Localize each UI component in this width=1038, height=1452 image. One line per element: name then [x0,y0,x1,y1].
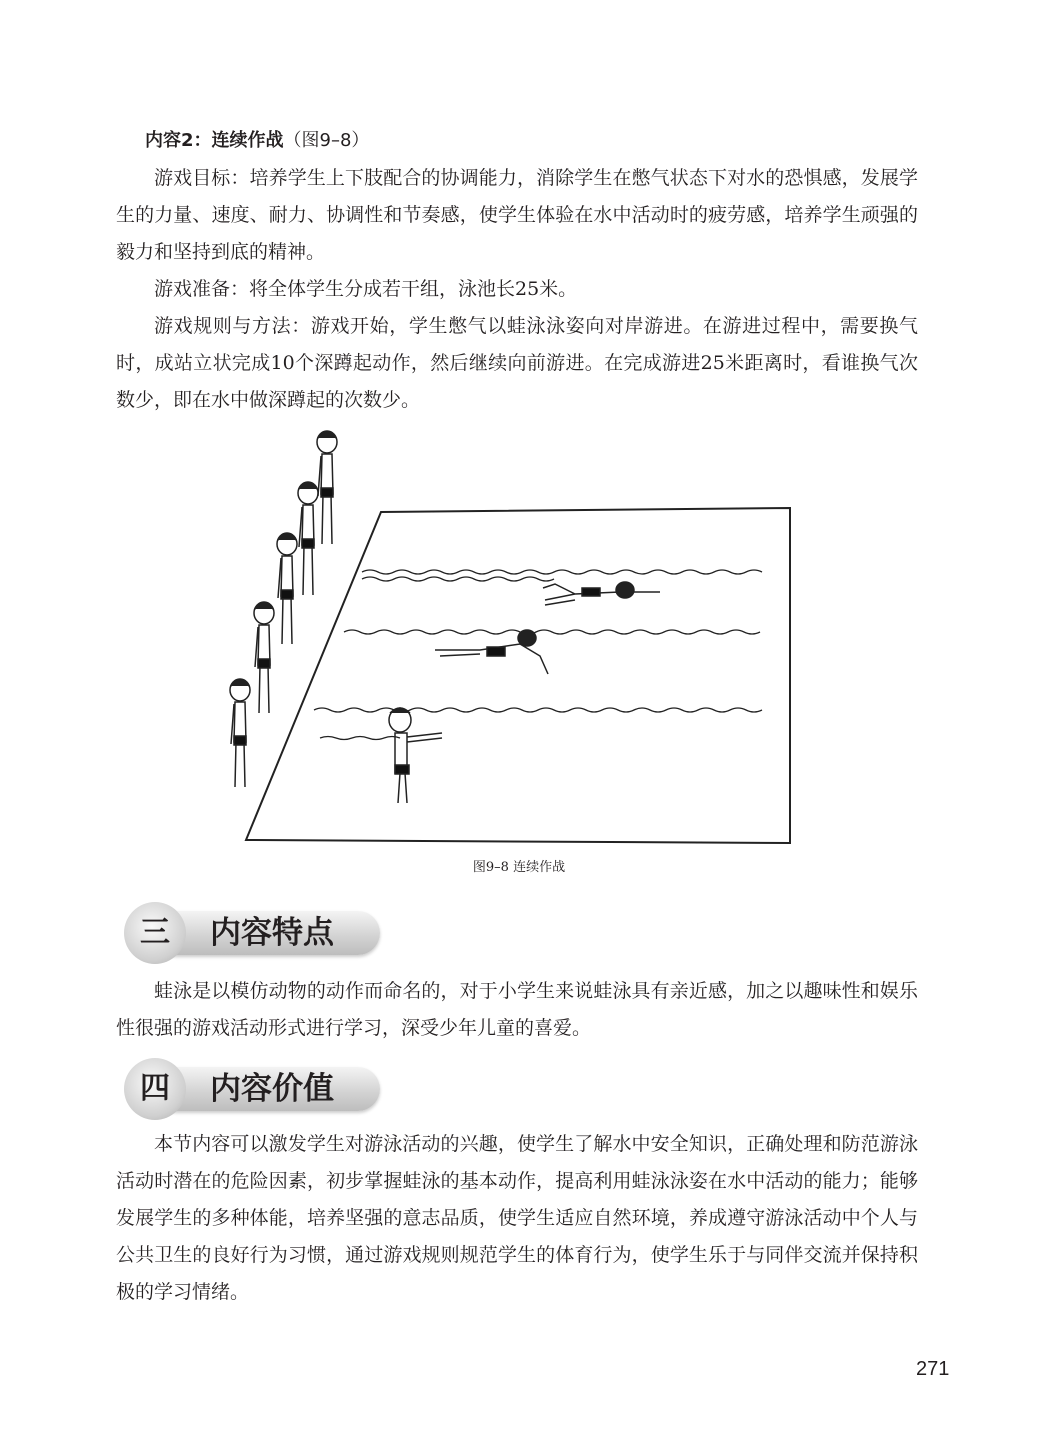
figure-caption: 图9–8 连续作战 [472,860,566,875]
swimmer-2 [435,630,548,674]
figure-reference: （图9–8） [283,130,370,151]
section-number: 三 [140,915,170,950]
waiting-students [230,431,337,787]
paragraph-rules: 游戏规则与方法：游戏开始，学生憋气以蛙泳泳姿向对岸游进。在游进过程中，需要换气时，成站立状完成10个深蹲起动作，然后继续向前游进。在完成游进25米距离时，看谁换气次数少，即在水中做深蹲起的次数少。 [116,315,918,411]
section-title: 内容价值 [210,1071,334,1107]
swimmer-1 [543,582,660,605]
subsection-title: 内容2：连续作战 [145,130,284,151]
paragraph-value: 本节内容可以激发学生对游泳活动的兴趣，使学生了解水中安全知识，正确处理和防范游泳活动时潜在的危险因素，初步掌握蛙泳的基本动作，提高利用蛙泳泳姿在水中活动的能力；能够发展学生的多种体能，培养坚强的意志品质，使学生适应自然环境，养成遵守游泳活动中个人与公共卫生的良好行为习惯，通过游戏规则规范学生的体育行为，使学生乐于与同伴交流并保持积极的学习情绪。 [116,1133,918,1303]
paragraph-features: 蛙泳是以模仿动物的动作而命名的，对于小学生来说蛙泳具有亲近感，加之以趣味性和娱乐性很强的游戏活动形式进行学习，深受少年儿童的喜爱。 [116,980,918,1039]
pool-outline [246,508,790,843]
standing-swimmer [389,708,442,803]
section-heading-3 [124,902,384,962]
section-heading-4 [124,1058,384,1118]
paragraph-goal: 游戏目标：培养学生上下肢配合的协调能力，消除学生在憋气状态下对水的恐惧感，发展学生的力量、速度、耐力、协调性和节奏感，使学生体验在水中活动时的疲劳感，培养学生顽强的毅力和坚持到底的精神。 [116,167,918,263]
page-number: 271 [916,1358,950,1380]
section-title: 内容特点 [210,915,334,951]
section-number: 四 [140,1071,170,1106]
paragraph-prep: 游戏准备：将全体学生分成若干组，泳池长25米。 [154,278,578,300]
